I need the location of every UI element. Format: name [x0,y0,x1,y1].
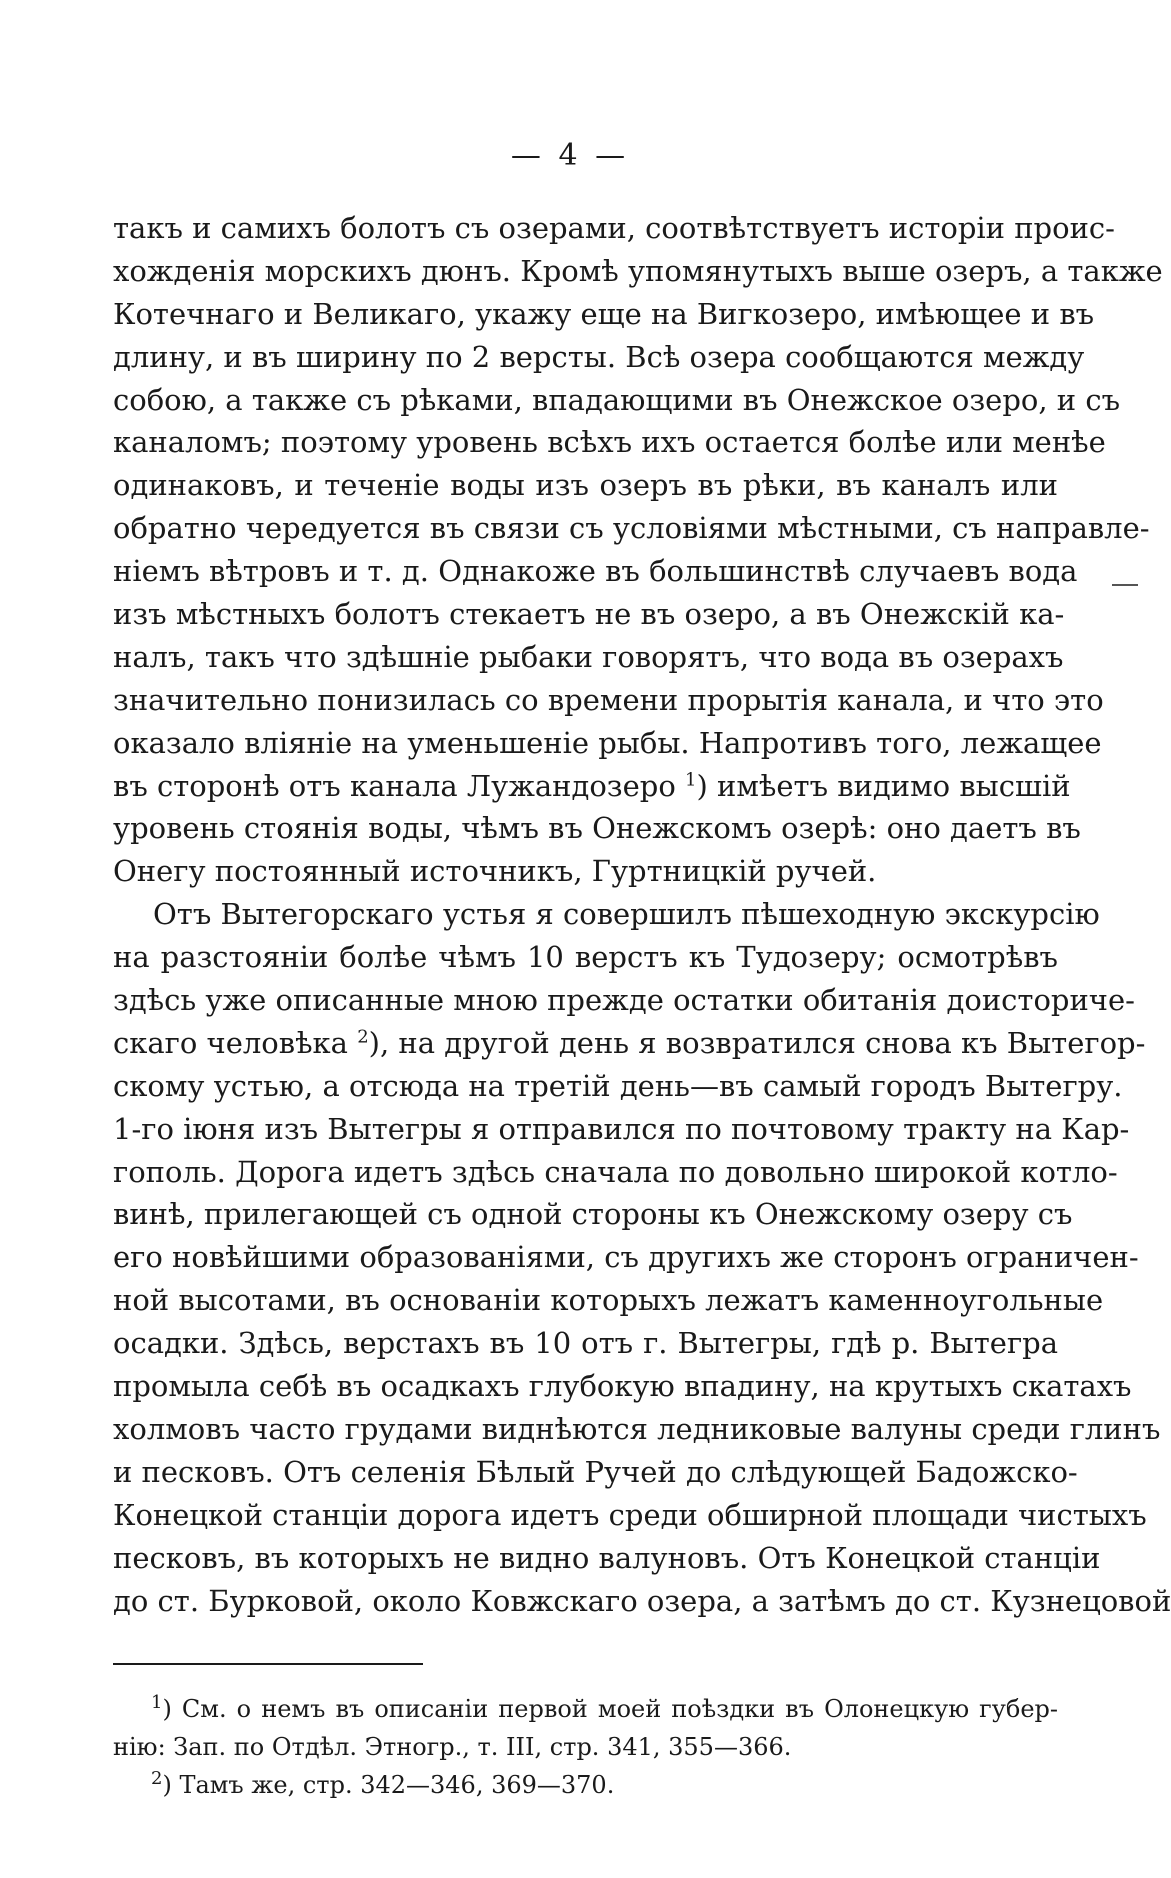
text-line: Конецкой станціи дорога идетъ среди обширной площади чистыхъ [113,1497,1147,1532]
footnote-ref-2: 2 [357,1026,369,1048]
text-line: и песковъ. Отъ селенія Бѣлый Ручей до слѣдующей Бадожско- [113,1454,1078,1489]
text-line-with-footnote-ref [113,1022,1146,1065]
text-line: обратно чередуется въ связи съ условіями мѣстными, съ направле- [113,511,1150,546]
text-line: здѣсь уже описанные мною прежде остатки обитанія доисториче- [113,983,1135,1018]
footnote-divider [113,1663,423,1665]
footnotes [113,1690,1058,1804]
footnote-1 [113,1690,1058,1728]
text-segment: скаго человѣка [113,1025,348,1060]
text-line: промыла себѣ въ осадкахъ глубокую впадину, на крутыхъ скатахъ [113,1369,1132,1404]
text-line: длину, и въ ширину по 2 версты. Всѣ озера сообщаются между [113,339,1085,374]
text-line: гополь. Дорога идетъ здѣсь сначала по довольно широкой котло- [113,1154,1118,1189]
text-line: 1-го іюня изъ Вытегры я отправился по почтовому тракту на Кар- [113,1111,1130,1146]
footnote-text: ) См. о немъ въ описаніи первой моей поѣздки въ Олонецкую губер- [162,1695,1058,1723]
footnote-text: ) Тамъ же, стр. 342—346, 369—370. [162,1771,615,1799]
text-line: Котечнаго и Великаго, укажу еще на Вигкозеро, имѣющее и въ [113,296,1095,331]
text-line: хожденія морскихъ дюнъ. Кромѣ упомянутыхъ выше озеръ, а также [113,253,1163,288]
text-segment: ) имѣетъ видимо высшій [696,768,1071,803]
text-line: такъ и самихъ болотъ съ озерами, соотвѣтствуетъ исторіи проис- [113,211,1115,245]
text-line: осадки. Здѣсь, верстахъ въ 10 отъ г. Вытегры, гдѣ р. Вытегра [113,1326,1058,1361]
page-number: — 4 — [510,138,630,173]
text-segment: ), на другой день я возвратился снова къ Вытегор- [368,1025,1146,1060]
text-line: налъ, такъ что здѣшніе рыбаки говорятъ, что вода въ озерахъ [113,639,1064,674]
text-line: до ст. Бурковой, около Ковжскаго озера, а затѣмъ до ст. Кузнецовой [113,1583,1171,1618]
text-line-with-footnote-ref [113,765,1071,808]
footnote-mark-2: 2 [151,1768,163,1789]
text-line: оказало вліяніе на уменьшеніе рыбы. Напротивъ того, лежащее [113,725,1102,760]
text-line: Онегу постоянный источникъ, Гуртницкій ручей. [113,854,877,889]
text-line: винѣ, прилегающей съ одной стороны къ Онежскому озеру съ [113,1197,1073,1232]
text-line: скому устью, а отсюда на третій день—въ самый городъ Вытегру. [113,1068,1123,1103]
text-line: на разстояніи болѣе чѣмъ 10 верстъ къ Тудозеру; осмотрѣвъ [113,940,1058,975]
text-line: изъ мѣстныхъ болотъ стекаетъ не въ озеро, а въ Онежскій ка- [113,597,1065,632]
margin-mark [1112,584,1138,586]
footnote-2 [113,1766,1058,1804]
text-segment: въ сторонѣ отъ канала Лужандозеро [113,768,676,803]
text-line: собою, а также съ рѣками, впадающими въ Онежское озеро, и съ [113,382,1121,417]
text-line: ніемъ вѣтровъ и т. д. Однакоже въ большинствѣ случаевъ вода [113,554,1078,589]
text-line: Отъ Вытегорскаго устья я совершилъ пѣшеходную экскурсію [153,897,1100,932]
footnote-ref-1: 1 [685,768,697,790]
text-line: ной высотами, въ основаніи которыхъ лежатъ каменноугольные [113,1283,1104,1318]
text-line: его новѣйшими образованіями, съ другихъ же сторонъ ограничен- [113,1240,1139,1275]
text-line: уровень стоянія воды, чѣмъ въ Онежскомъ озерѣ: оно даетъ въ [113,811,1081,846]
text-line: значительно понизилась со времени прорытія канала, и что это [113,682,1104,717]
footnote-1-continued: нію: Зап. по Отдѣл. Этногр., т. III, стр. 341, 355—366. [113,1733,792,1761]
text-line: каналомъ; поэтому уровень всѣхъ ихъ остается болѣе или менѣе [113,425,1106,460]
main-text [113,207,1171,1622]
text-line: холмовъ часто грудами виднѣются ледниковые валуны среди глинъ [113,1411,1161,1446]
text-line: песковъ, въ которыхъ не видно валуновъ. Отъ Конецкой станціи [113,1540,1101,1575]
text-line: одинаковъ, и теченіе воды изъ озеръ въ рѣки, въ каналъ или [113,468,1058,503]
footnote-mark-1: 1 [151,1692,163,1713]
